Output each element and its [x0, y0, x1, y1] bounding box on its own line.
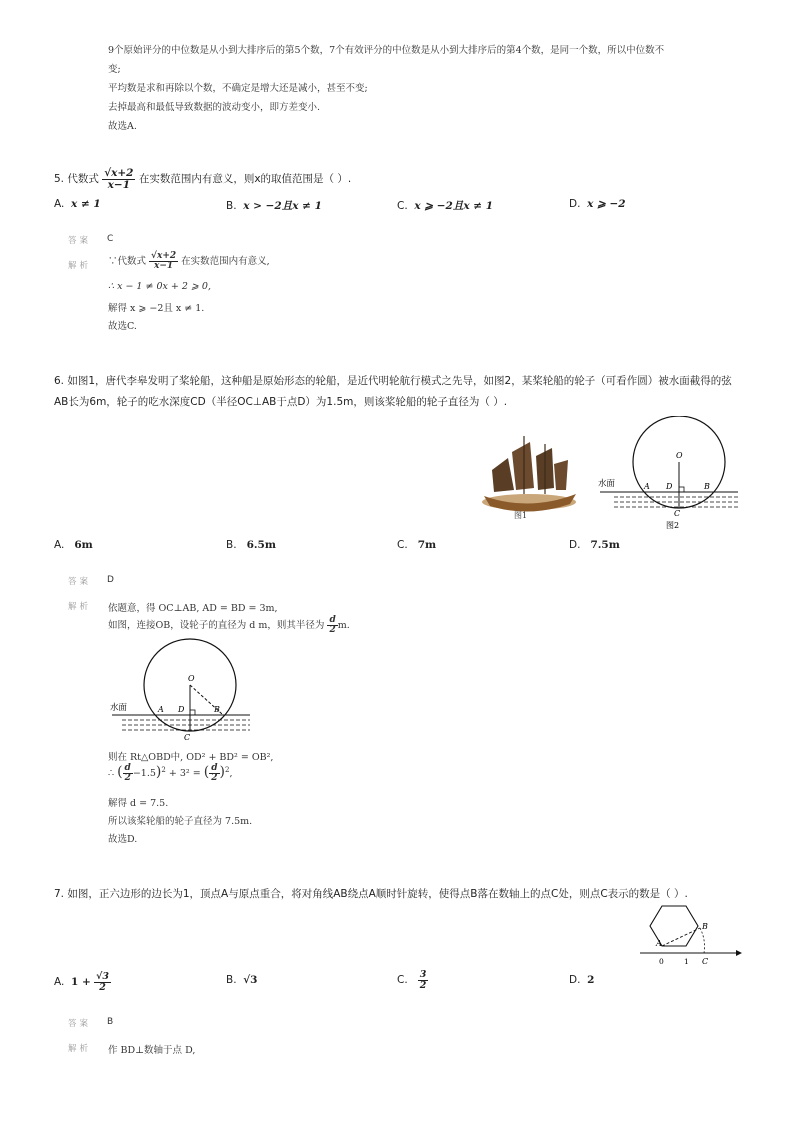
- tick-label-1: 1: [684, 957, 689, 966]
- point-label-c: C: [702, 957, 709, 966]
- option-d[interactable]: D. 2: [569, 974, 595, 986]
- fraction-denominator: x−1: [107, 178, 131, 191]
- point-label-d: D: [666, 482, 673, 491]
- analysis-line: 解得 d = 7.5.: [108, 798, 169, 809]
- analysis-line: 解得 x ⩾ −2且 x ≠ 1.: [108, 303, 205, 314]
- right-angle-mark: [679, 487, 684, 492]
- question-number: 6.: [54, 375, 65, 387]
- answer-value: C: [107, 234, 114, 244]
- answer-value: B: [107, 1017, 114, 1027]
- analysis-line: 则在 Rt△OBD中, OD² + BD² = OB²,: [108, 752, 274, 763]
- analysis-line: ∵代数式 $\frac{√x+2}{x-1}$ 在实数范围内有意义,: [108, 251, 270, 271]
- question-7-stem: [54, 886, 688, 901]
- point-label-b: B: [702, 922, 708, 931]
- answer-label: 答案: [68, 577, 92, 587]
- figure-2-wheel-diagram: [596, 416, 746, 534]
- figure-1-ship-image: [478, 430, 580, 522]
- point-label-a: A: [656, 939, 662, 948]
- prev-solution-line: 平均数是求和再除以个数，不确定是增大还是减小，甚至不变;: [108, 83, 368, 94]
- point-label-c: C: [184, 733, 191, 742]
- prev-solution-line: 变;: [108, 64, 121, 75]
- right-angle-mark: [190, 710, 195, 715]
- point-label-o: O: [188, 674, 195, 683]
- analysis-line: 故选C.: [108, 321, 137, 332]
- question-number: 7.: [54, 888, 65, 900]
- option-b[interactable]: B. 6.5m: [226, 539, 276, 551]
- option-d[interactable]: D. 7.5m: [569, 539, 620, 551]
- analysis-label: 解析: [68, 602, 92, 612]
- hexagon-number-line-diagram: [638, 900, 744, 970]
- diagonal-ab: [662, 928, 700, 946]
- option-a[interactable]: A. x ≠ 1: [54, 198, 101, 210]
- rotation-arc: [700, 928, 705, 953]
- point-label-d: D: [178, 705, 185, 714]
- analysis-line: 故选D.: [108, 834, 138, 845]
- stem-text: 如图1，唐代李皋发明了桨轮船，这种船是原始形态的轮船，是近代明轮航行模式之先导，如图2，某桨轮船的轮子（可看作圆）被水面截得的弦: [67, 375, 732, 387]
- question-5-stem: [54, 168, 351, 190]
- fraction: $\frac{√x+2}{x-1}$: [151, 251, 177, 271]
- question-6-stem-line1: [54, 373, 732, 388]
- figure-caption: 图1: [514, 511, 528, 520]
- analysis-line: 所以该桨轮船的轮子直径为 7.5m.: [108, 816, 253, 827]
- analysis-label: 解析: [68, 261, 92, 271]
- point-label-a: A: [644, 482, 650, 491]
- analysis-line: ∴ ( $\frac{d}{2}$ −1.5)$^2$ + 3² = ( $\frac{d}{2}$ )$^2$,: [108, 763, 233, 783]
- analysis-line: 作 BD⊥数轴于点 D,: [108, 1045, 196, 1056]
- analysis-line: 依题意，得 OC⊥AB, AD = BD = 3m,: [108, 603, 278, 614]
- water-label: 水面: [110, 703, 128, 713]
- number-line-arrow: [736, 950, 742, 956]
- ship-sail: [554, 460, 568, 490]
- option-d[interactable]: D. x ⩾ −2: [569, 198, 626, 210]
- point-label-a: A: [158, 705, 164, 714]
- question-6-stem-line2: AB长为6m，轮子的吃水深度CD（半径OC⊥AB于点D）为1.5m，则该桨轮船的轮子直径为（ ）.: [54, 396, 508, 408]
- analysis-wheel-diagram: [108, 638, 253, 744]
- option-a[interactable]: A. 6m: [54, 539, 93, 551]
- option-a[interactable]: A. 1 + $\frac{√3}{2}$: [54, 971, 109, 993]
- tick-label-0: 0: [659, 957, 664, 966]
- figure-caption: 图2: [666, 521, 680, 530]
- fraction-numerator: √x+2: [104, 167, 134, 179]
- point-label-c: C: [674, 509, 681, 518]
- ship-sail: [512, 442, 534, 490]
- option-c[interactable]: C. $\frac{3}{2}$: [397, 969, 427, 991]
- prev-solution-line: 9个原始评分的中位数是从小到大排序后的第5个数，7个有效评分的中位数是从小到大排序后的第4个数，是同一个数，所以中位数不: [108, 45, 665, 56]
- question-number: 5.: [54, 173, 65, 185]
- analysis-line: ∴ x − 1 ≠ 0x + 2 ⩾ 0,: [108, 281, 211, 292]
- prev-solution-line: 故选A.: [108, 121, 137, 132]
- point-label-o: O: [676, 451, 683, 460]
- analysis-label: 解析: [68, 1044, 92, 1054]
- option-c[interactable]: C. 7m: [397, 539, 437, 551]
- option-b[interactable]: B. √3: [226, 974, 258, 986]
- answer-value: D: [107, 575, 114, 585]
- stem-text: 代数式: [67, 173, 99, 185]
- water-label: 水面: [598, 479, 616, 489]
- option-c[interactable]: C. x ⩾ −2且x ≠ 1: [397, 200, 494, 212]
- analysis-line: 如图，连接OB，设轮子的直径为 d m，则其半径为 $\frac{d}{2}$ m.: [108, 615, 350, 635]
- answer-label: 答案: [68, 1019, 92, 1029]
- option-b[interactable]: B. x > −2且x ≠ 1: [226, 200, 322, 212]
- fraction: [102, 168, 135, 190]
- point-label-b: B: [214, 705, 220, 714]
- point-label-b: B: [704, 482, 710, 491]
- prev-solution-line: 去掉最高和最低导致数据的波动变小，即方差变小.: [108, 102, 321, 113]
- stem-text: 在实数范围内有意义，则x的取值范围是（ ）.: [138, 173, 352, 185]
- fraction: $\frac{d}{2}$: [329, 615, 336, 635]
- ship-sail: [492, 458, 514, 492]
- answer-label: 答案: [68, 236, 92, 246]
- stem-text: 如图，正六边形的边长为1，顶点A与原点重合，将对角线AB绕点A顺时针旋转，使得点B落在数轴上的点C处，则点C表示的数是（ ）.: [67, 888, 688, 900]
